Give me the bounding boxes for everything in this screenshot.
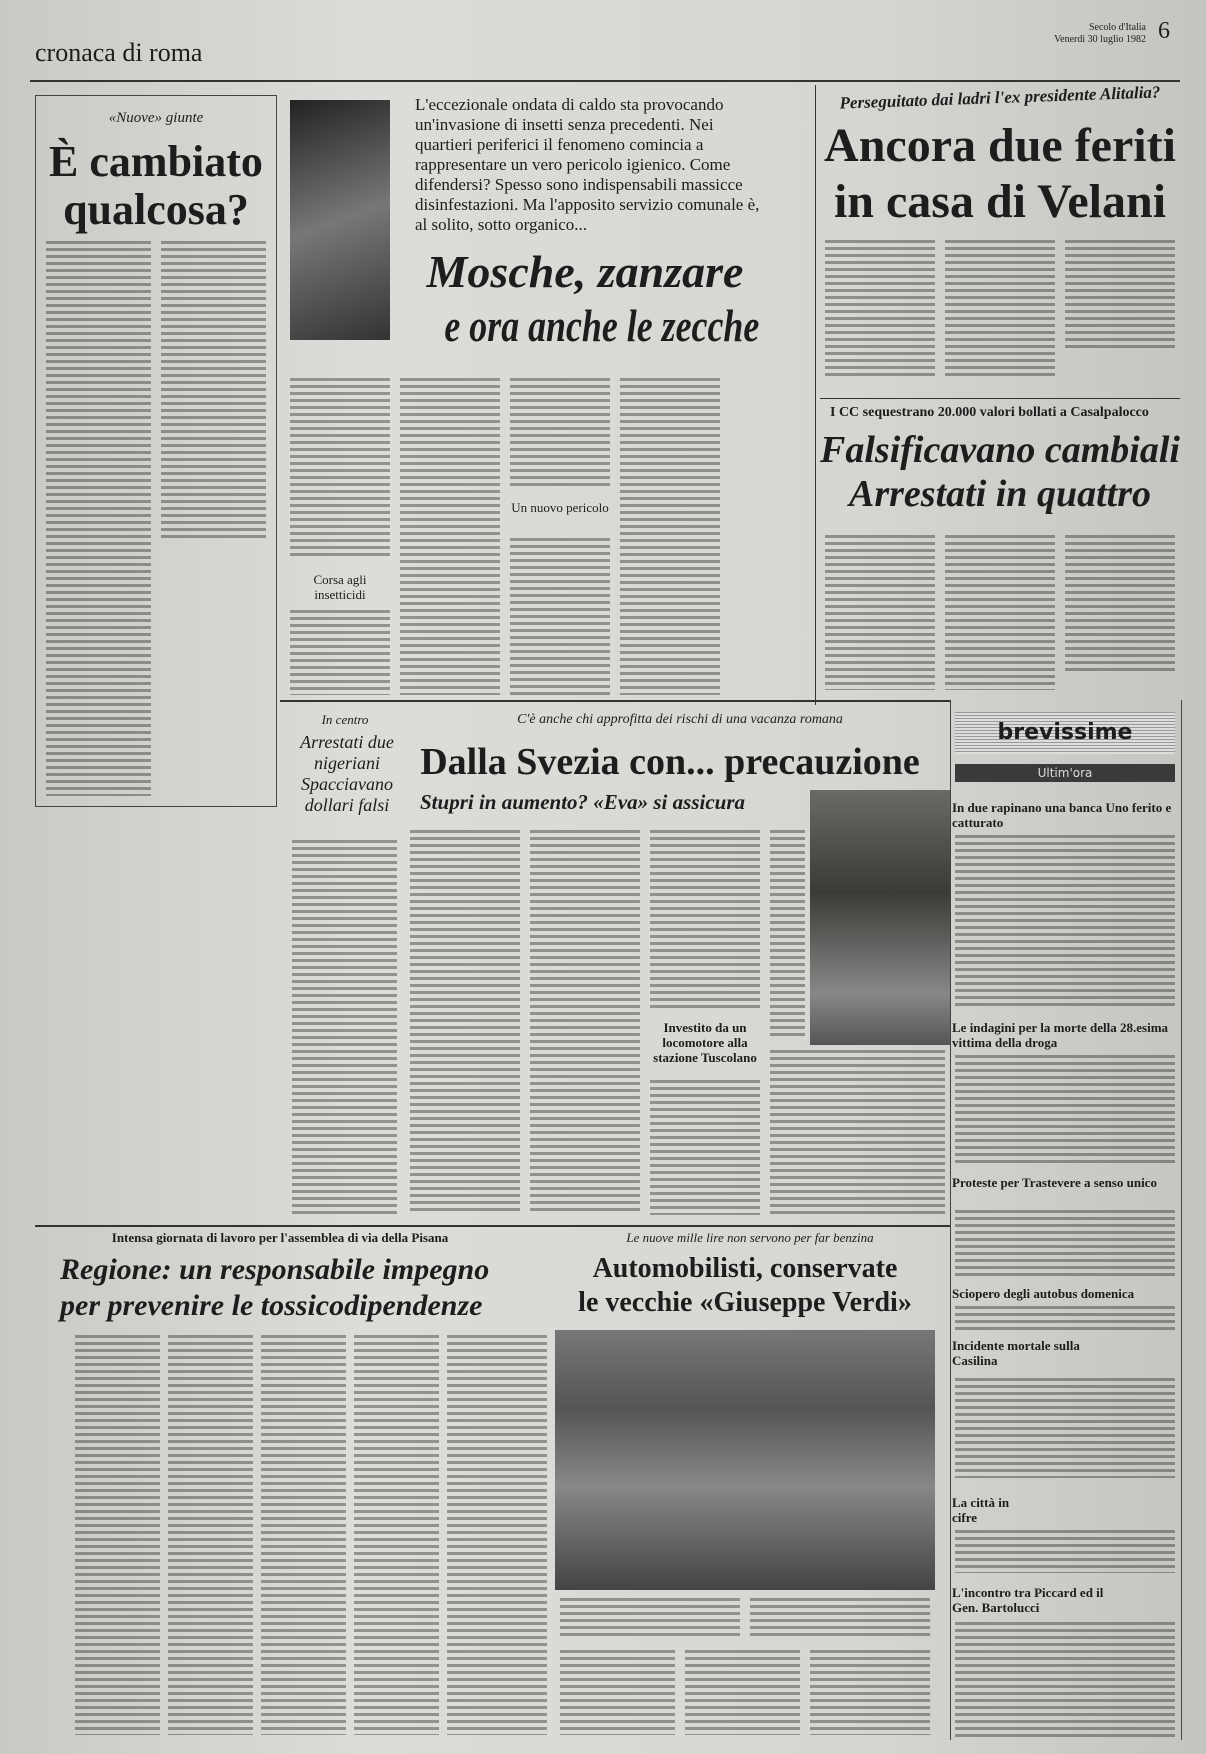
headline-line: le vecchie «Giuseppe Verdi» xyxy=(578,1287,912,1318)
kicker: Intensa giornata di lavoro per l'assemblea di via della Pisana xyxy=(111,1230,449,1245)
article-body-text xyxy=(290,610,390,695)
section-rule xyxy=(280,700,950,702)
headline xyxy=(400,245,770,353)
article-body-text xyxy=(945,240,1055,380)
article-body-text xyxy=(510,538,610,695)
brief-headline: L'incontro tra Piccard ed il Gen. Bartolucci xyxy=(952,1585,1104,1615)
article-body-text xyxy=(955,1055,1175,1165)
brief-headline: La città in cifre xyxy=(952,1495,1010,1525)
photo-caption-text xyxy=(560,1598,740,1638)
page-number: 6 xyxy=(1158,18,1170,44)
deck: L'eccezionale ondata di caldo sta provocando un'invasione di insetti senza precedenti. Nei quartieri periferici il fenomeno comincia a rappresentare un vero pericolo igienico. Come difendersi? Spesso sono indispensabili massicce disinfestazioni. Ma l'apposito servizio comunale è, al solito, sotto organico... xyxy=(415,95,760,234)
brief-headline: Proteste per Trastevere a senso unico xyxy=(952,1175,1157,1190)
article-body-text xyxy=(168,1335,253,1735)
kicker: Le nuove mille lire non servono per far benzina xyxy=(626,1230,874,1245)
inset-subhead: Investito da un locomotore alla stazione Tuscolano xyxy=(653,1020,757,1065)
headline xyxy=(555,1252,935,1320)
masthead-info xyxy=(1054,22,1146,46)
ultimora-bar: Ultim'ora xyxy=(955,764,1175,782)
brief-headline: In due rapinano una banca Uno ferito e catturato xyxy=(952,800,1172,830)
brief-headline: Incidente mortale sulla Casilina xyxy=(952,1338,1080,1368)
article-body-text xyxy=(770,830,805,1040)
headline xyxy=(820,428,1180,516)
article-body-text xyxy=(510,378,610,488)
article-body-text xyxy=(620,378,720,695)
subhead: Corsa agli insetticidi xyxy=(313,572,367,602)
paper-name: Secolo d'Italia xyxy=(1088,22,1146,33)
headline-line: e ora anche le zecche xyxy=(444,300,760,351)
article-giunte xyxy=(35,95,277,807)
article-body-text xyxy=(46,241,151,796)
brief-headline: Sciopero degli autobus domenica xyxy=(952,1286,1135,1301)
article-body-text xyxy=(354,1335,439,1735)
article-body-text xyxy=(410,830,520,1215)
subhead: Un nuovo pericolo xyxy=(511,500,609,515)
article-body-text xyxy=(400,378,500,695)
headline-line: Arrestati in quattro xyxy=(849,473,1151,515)
article-body-text xyxy=(75,1335,160,1735)
issue-date: Venerdì 30 luglio 1982 xyxy=(1054,34,1146,45)
section-rule xyxy=(35,1225,950,1227)
traffic-photo xyxy=(555,1330,935,1590)
article-body-text xyxy=(1065,240,1175,350)
article-body-text xyxy=(955,835,1175,1010)
article-body-text xyxy=(955,1306,1175,1330)
headline-line: Automobilisti, conservate xyxy=(592,1253,898,1284)
article-body-text xyxy=(650,1080,760,1215)
headline: Regione: un responsabile impegno per prevenire le tossicodipendenze xyxy=(60,1253,490,1322)
divider xyxy=(820,398,1180,399)
article-body-text xyxy=(955,1378,1175,1478)
photo-caption-text xyxy=(750,1598,930,1638)
article-body-text xyxy=(161,241,266,541)
article-body-text xyxy=(770,1050,945,1215)
article-body-text xyxy=(825,240,935,380)
kicker: I CC sequestrano 20.000 valori bollati a Casalpalocco xyxy=(830,405,1149,420)
article-body-text xyxy=(1065,535,1175,675)
insect-photo xyxy=(290,100,390,340)
beach-photo xyxy=(810,790,950,1045)
headline: Arrestati due nigeriani Spacciavano dollari falsi xyxy=(300,732,394,815)
kicker: C'è anche chi approfitta dei rischi di una vacanza romana xyxy=(517,712,843,727)
article-body-text xyxy=(530,830,640,1215)
section-title: cronaca di roma xyxy=(35,38,203,67)
article-body-text xyxy=(810,1650,930,1735)
article-body-text xyxy=(650,830,760,1010)
article-body-text xyxy=(945,535,1055,690)
article-body-text xyxy=(685,1650,800,1735)
headline xyxy=(820,118,1180,230)
article-body-text xyxy=(955,1622,1175,1738)
headline: È cambiato qualcosa? xyxy=(49,137,263,234)
kicker: In centro xyxy=(321,712,369,727)
article-body-text xyxy=(825,535,935,690)
headline-line: Ancora due feriti xyxy=(824,119,1176,172)
article-body-text xyxy=(955,1210,1175,1278)
headline-line: Falsificavano cambiali xyxy=(820,429,1180,471)
column-rule xyxy=(815,85,816,705)
article-body-text xyxy=(560,1650,675,1735)
article-body-text xyxy=(447,1335,547,1735)
headline: Dalla Svezia con... precauzione xyxy=(420,741,920,783)
kicker: «Nuove» giunte xyxy=(108,110,204,126)
article-body-text xyxy=(290,378,390,558)
subhead: Stupri in aumento? «Eva» si assicura xyxy=(420,790,745,814)
headline-line: in casa di Velani xyxy=(833,175,1167,228)
article-body-text xyxy=(292,840,397,1215)
article-body-text xyxy=(261,1335,346,1735)
kicker: Perseguitato dai ladri l'ex presidente Alitalia? xyxy=(839,82,1161,113)
headline-line: Mosche, zanzare xyxy=(426,246,744,297)
brief-headline: Le indagini per la morte della 28.esima vittima della droga xyxy=(952,1020,1169,1050)
article-body-text xyxy=(955,1530,1175,1573)
brevissime-title: brevissime xyxy=(955,712,1175,754)
header-rule xyxy=(30,80,1180,82)
